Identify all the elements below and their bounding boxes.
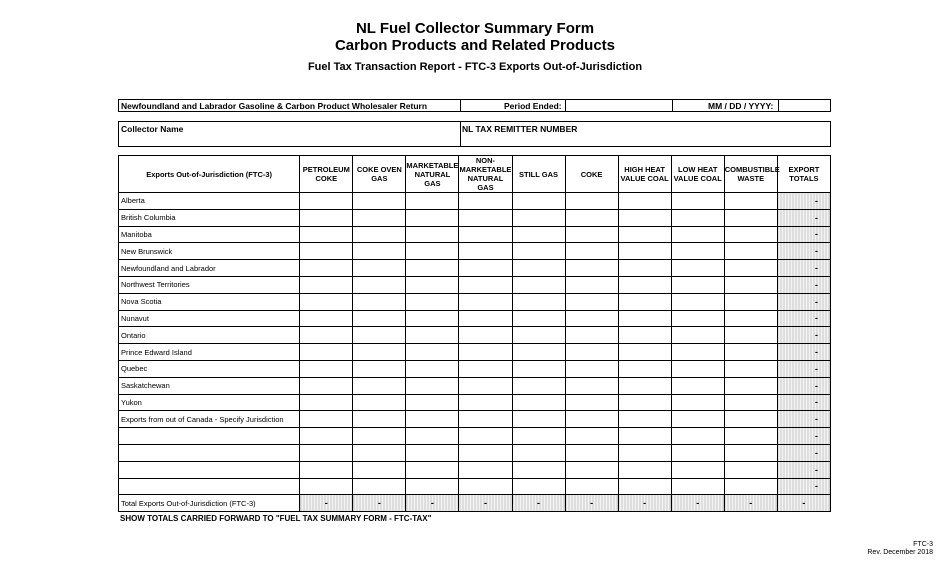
entry-cell[interactable] [724, 209, 777, 226]
entry-cell[interactable] [300, 310, 353, 327]
jurisdiction-cell: Exports from out of Canada - Specify Jurisdiction [119, 411, 300, 428]
entry-cell[interactable] [724, 478, 777, 495]
entry-cell[interactable] [565, 360, 618, 377]
entry-cell[interactable] [406, 478, 459, 495]
entry-cell[interactable] [459, 377, 512, 394]
table-row [119, 344, 831, 361]
export-total-cell: - [777, 209, 830, 226]
totals-row [119, 495, 831, 512]
exports-table [118, 155, 831, 512]
header-jurisdiction: Exports Out-of-Jurisdiction (FTC-3) [119, 156, 300, 193]
entry-cell[interactable] [565, 260, 618, 277]
entry-cell[interactable] [300, 444, 353, 461]
entry-cell[interactable] [724, 293, 777, 310]
table-row [119, 327, 831, 344]
entry-cell[interactable] [300, 276, 353, 293]
table-row [119, 444, 831, 461]
entry-cell[interactable] [618, 209, 671, 226]
jurisdiction-cell: New Brunswick [119, 243, 300, 260]
entry-cell[interactable] [724, 377, 777, 394]
entry-cell[interactable] [459, 193, 512, 210]
entry-cell[interactable] [459, 478, 512, 495]
entry-cell[interactable] [671, 327, 724, 344]
entry-cell[interactable] [459, 394, 512, 411]
jurisdiction-cell: British Columbia [119, 209, 300, 226]
header-column: HIGH HEAT VALUE COAL [618, 156, 671, 193]
entry-cell[interactable] [565, 327, 618, 344]
jurisdiction-cell: Yukon [119, 394, 300, 411]
entry-cell[interactable] [353, 209, 406, 226]
table-row [119, 360, 831, 377]
entry-cell[interactable] [300, 327, 353, 344]
export-total-cell: - [777, 478, 830, 495]
entry-cell[interactable] [459, 293, 512, 310]
header-column: LOW HEAT VALUE COAL [671, 156, 724, 193]
entry-cell[interactable] [618, 193, 671, 210]
entry-cell[interactable] [300, 394, 353, 411]
entry-cell[interactable] [459, 428, 512, 445]
entry-cell[interactable] [459, 260, 512, 277]
entry-cell[interactable] [459, 276, 512, 293]
entry-cell[interactable] [512, 394, 565, 411]
entry-cell[interactable] [512, 428, 565, 445]
entry-cell[interactable] [671, 444, 724, 461]
entry-cell[interactable] [300, 243, 353, 260]
entry-cell[interactable] [300, 428, 353, 445]
entry-cell[interactable] [565, 209, 618, 226]
column-total-cell: - [671, 495, 724, 512]
entry-cell[interactable] [300, 344, 353, 361]
entry-cell[interactable] [618, 394, 671, 411]
header-column: COMBUSTIBLE WASTE [724, 156, 777, 193]
entry-cell[interactable] [565, 478, 618, 495]
table-row [119, 411, 831, 428]
return-info-row [118, 99, 831, 112]
entry-cell[interactable] [618, 276, 671, 293]
entry-cell[interactable] [618, 226, 671, 243]
table-row [119, 478, 831, 495]
entry-cell[interactable] [724, 243, 777, 260]
column-total-cell: - [618, 495, 671, 512]
entry-cell[interactable] [618, 478, 671, 495]
entry-cell[interactable] [724, 411, 777, 428]
entry-cell[interactable] [671, 226, 724, 243]
entry-cell[interactable] [353, 276, 406, 293]
remitter-number-field[interactable]: NL TAX REMITTER NUMBER [462, 124, 578, 134]
entry-cell[interactable] [512, 260, 565, 277]
entry-cell[interactable] [459, 411, 512, 428]
entry-cell[interactable] [565, 243, 618, 260]
export-total-cell: - [777, 444, 830, 461]
entry-cell[interactable] [671, 243, 724, 260]
entry-cell[interactable] [353, 377, 406, 394]
jurisdiction-cell: Newfoundland and Labrador [119, 260, 300, 277]
entry-cell[interactable] [671, 344, 724, 361]
entry-cell[interactable] [565, 310, 618, 327]
carry-forward-note: SHOW TOTALS CARRIED FORWARD TO "FUEL TAX SUMMARY FORM - FTC-TAX" [120, 514, 432, 523]
header-column: MARKETABLE NATURAL GAS [406, 156, 459, 193]
export-total-cell: - [777, 394, 830, 411]
entry-cell[interactable] [459, 444, 512, 461]
header-column: STILL GAS [512, 156, 565, 193]
column-total-cell: - [512, 495, 565, 512]
entry-cell[interactable] [671, 209, 724, 226]
entry-cell[interactable] [459, 360, 512, 377]
entry-cell[interactable] [618, 293, 671, 310]
jurisdiction-cell: Manitoba [119, 226, 300, 243]
entry-cell[interactable] [512, 344, 565, 361]
entry-cell[interactable] [406, 377, 459, 394]
entry-cell[interactable] [300, 260, 353, 277]
jurisdiction-cell: Alberta [119, 193, 300, 210]
entry-cell[interactable] [300, 478, 353, 495]
entry-cell[interactable] [512, 377, 565, 394]
entry-cell[interactable] [512, 209, 565, 226]
jurisdiction-cell[interactable] [119, 478, 300, 495]
entry-cell[interactable] [406, 260, 459, 277]
entry-cell[interactable] [724, 344, 777, 361]
entry-cell[interactable] [512, 276, 565, 293]
table-row [119, 209, 831, 226]
jurisdiction-cell: Saskatchewan [119, 377, 300, 394]
entry-cell[interactable] [512, 243, 565, 260]
form-subtitle: Fuel Tax Transaction Report - FTC-3 Exports Out-of-Jurisdiction [307, 61, 643, 73]
entry-cell[interactable] [353, 327, 406, 344]
entry-cell[interactable] [300, 411, 353, 428]
entry-cell[interactable] [406, 193, 459, 210]
header-column: PETROLEUM COKE [300, 156, 353, 193]
jurisdiction-cell: Ontario [119, 327, 300, 344]
jurisdiction-cell: Quebec [119, 360, 300, 377]
column-total-cell: - [777, 495, 830, 512]
entry-cell[interactable] [353, 461, 406, 478]
totals-label: Total Exports Out-of-Jurisdiction (FTC-3) [119, 495, 300, 512]
table-row [119, 260, 831, 277]
entry-cell[interactable] [300, 293, 353, 310]
entry-cell[interactable] [565, 344, 618, 361]
entry-cell[interactable] [459, 327, 512, 344]
jurisdiction-cell[interactable] [119, 461, 300, 478]
export-total-cell: - [777, 260, 830, 277]
table-row [119, 276, 831, 293]
entry-cell[interactable] [406, 310, 459, 327]
entry-cell[interactable] [300, 360, 353, 377]
table-row [119, 377, 831, 394]
column-total-cell: - [565, 495, 618, 512]
jurisdiction-cell: Northwest Territories [119, 276, 300, 293]
export-total-cell: - [777, 310, 830, 327]
export-total-cell: - [777, 344, 830, 361]
entry-cell[interactable] [353, 478, 406, 495]
jurisdiction-cell: Nova Scotia [119, 293, 300, 310]
form-title-line1: NL Fuel Collector Summary Form [355, 20, 595, 37]
header-column: NON-MARKETABLE NATURAL GAS [459, 156, 512, 192]
entry-cell[interactable] [565, 394, 618, 411]
export-total-cell: - [777, 411, 830, 428]
entry-cell[interactable] [671, 377, 724, 394]
entry-cell[interactable] [406, 444, 459, 461]
entry-cell[interactable] [353, 260, 406, 277]
entry-cell[interactable] [618, 461, 671, 478]
column-total-cell: - [300, 495, 353, 512]
table-row [119, 226, 831, 243]
export-total-cell: - [777, 226, 830, 243]
entry-cell[interactable] [565, 293, 618, 310]
entry-cell[interactable] [565, 411, 618, 428]
column-total-cell: - [353, 495, 406, 512]
export-total-cell: - [777, 461, 830, 478]
entry-cell[interactable] [724, 444, 777, 461]
entry-cell[interactable] [459, 344, 512, 361]
entry-cell[interactable] [724, 260, 777, 277]
entry-cell[interactable] [565, 193, 618, 210]
date-format-label: MM / DD / YYYY: [708, 101, 774, 111]
column-total-cell: - [406, 495, 459, 512]
jurisdiction-cell[interactable] [119, 428, 300, 445]
entry-cell[interactable] [671, 394, 724, 411]
entry-cell[interactable] [353, 193, 406, 210]
jurisdiction-cell: Nunavut [119, 310, 300, 327]
entry-cell[interactable] [300, 377, 353, 394]
period-ended-label: Period Ended: [504, 101, 562, 111]
export-total-cell: - [777, 360, 830, 377]
form-code: FTC-3 [913, 541, 933, 548]
entry-cell[interactable] [565, 226, 618, 243]
entry-cell[interactable] [512, 293, 565, 310]
entry-cell[interactable] [353, 344, 406, 361]
entry-cell[interactable] [671, 478, 724, 495]
collector-name-field[interactable]: Collector Name [121, 124, 184, 134]
form-title-line2: Carbon Products and Related Products [334, 37, 616, 54]
entry-cell[interactable] [565, 428, 618, 445]
entry-cell[interactable] [618, 344, 671, 361]
entry-cell[interactable] [353, 243, 406, 260]
table-row [119, 461, 831, 478]
header-column: COKE [565, 156, 618, 193]
jurisdiction-cell[interactable] [119, 444, 300, 461]
entry-cell[interactable] [459, 243, 512, 260]
entry-cell[interactable] [300, 209, 353, 226]
entry-cell[interactable] [406, 461, 459, 478]
entry-cell[interactable] [353, 394, 406, 411]
entry-cell[interactable] [671, 310, 724, 327]
entry-cell[interactable] [671, 360, 724, 377]
entry-cell[interactable] [671, 193, 724, 210]
export-total-cell: - [777, 327, 830, 344]
entry-cell[interactable] [671, 461, 724, 478]
entry-cell[interactable] [459, 209, 512, 226]
entry-cell[interactable] [300, 461, 353, 478]
entry-cell[interactable] [406, 327, 459, 344]
entry-cell[interactable] [618, 243, 671, 260]
entry-cell[interactable] [406, 360, 459, 377]
entry-cell[interactable] [459, 310, 512, 327]
entry-cell[interactable] [512, 444, 565, 461]
entry-cell[interactable] [300, 193, 353, 210]
entry-cell[interactable] [724, 394, 777, 411]
entry-cell[interactable] [618, 428, 671, 445]
entry-cell[interactable] [353, 310, 406, 327]
entry-cell[interactable] [353, 428, 406, 445]
entry-cell[interactable] [406, 243, 459, 260]
column-total-cell: - [724, 495, 777, 512]
jurisdiction-cell: Prince Edward Island [119, 344, 300, 361]
entry-cell[interactable] [406, 428, 459, 445]
entry-cell[interactable] [406, 344, 459, 361]
export-total-cell: - [777, 377, 830, 394]
export-total-cell: - [777, 293, 830, 310]
table-header-row [119, 156, 831, 193]
entry-cell[interactable] [724, 360, 777, 377]
entry-cell[interactable] [565, 444, 618, 461]
entry-cell[interactable] [406, 276, 459, 293]
entry-cell[interactable] [353, 360, 406, 377]
return-label: Newfoundland and Labrador Gasoline & Carbon Product Wholesaler Return [121, 101, 428, 111]
entry-cell[interactable] [724, 461, 777, 478]
entry-cell[interactable] [406, 411, 459, 428]
entry-cell[interactable] [406, 394, 459, 411]
entry-cell[interactable] [565, 461, 618, 478]
entry-cell[interactable] [512, 310, 565, 327]
entry-cell[interactable] [565, 276, 618, 293]
entry-cell[interactable] [512, 461, 565, 478]
table-row [119, 293, 831, 310]
entry-cell[interactable] [671, 293, 724, 310]
entry-cell[interactable] [512, 478, 565, 495]
entry-cell[interactable] [406, 209, 459, 226]
entry-cell[interactable] [300, 226, 353, 243]
entry-cell[interactable] [671, 411, 724, 428]
export-total-cell: - [777, 193, 830, 210]
entry-cell[interactable] [512, 193, 565, 210]
export-total-cell: - [777, 428, 830, 445]
entry-cell[interactable] [618, 360, 671, 377]
table-row [119, 394, 831, 411]
entry-cell[interactable] [724, 193, 777, 210]
column-total-cell: - [459, 495, 512, 512]
entry-cell[interactable] [618, 310, 671, 327]
entry-cell[interactable] [512, 360, 565, 377]
entry-cell[interactable] [618, 377, 671, 394]
collector-info-row [118, 121, 831, 147]
table-row [119, 428, 831, 445]
entry-cell[interactable] [459, 461, 512, 478]
entry-cell[interactable] [724, 327, 777, 344]
entry-cell[interactable] [724, 226, 777, 243]
entry-cell[interactable] [353, 444, 406, 461]
header-column: COKE OVEN GAS [353, 156, 406, 193]
header-column: EXPORT TOTALS [777, 156, 830, 193]
entry-cell[interactable] [724, 428, 777, 445]
entry-cell[interactable] [512, 226, 565, 243]
entry-cell[interactable] [724, 276, 777, 293]
entry-cell[interactable] [512, 327, 565, 344]
entry-cell[interactable] [618, 327, 671, 344]
revision-date: Rev. December 2018 [867, 549, 933, 556]
entry-cell[interactable] [459, 226, 512, 243]
entry-cell[interactable] [512, 411, 565, 428]
table-row [119, 310, 831, 327]
entry-cell[interactable] [618, 411, 671, 428]
entry-cell[interactable] [671, 428, 724, 445]
entry-cell[interactable] [353, 411, 406, 428]
entry-cell[interactable] [618, 260, 671, 277]
entry-cell[interactable] [565, 377, 618, 394]
entry-cell[interactable] [353, 293, 406, 310]
table-row [119, 193, 831, 210]
entry-cell[interactable] [671, 276, 724, 293]
entry-cell[interactable] [618, 444, 671, 461]
entry-cell[interactable] [406, 293, 459, 310]
entry-cell[interactable] [724, 310, 777, 327]
export-total-cell: - [777, 243, 830, 260]
entry-cell[interactable] [406, 226, 459, 243]
export-total-cell: - [777, 276, 830, 293]
entry-cell[interactable] [671, 260, 724, 277]
entry-cell[interactable] [353, 226, 406, 243]
table-row [119, 243, 831, 260]
